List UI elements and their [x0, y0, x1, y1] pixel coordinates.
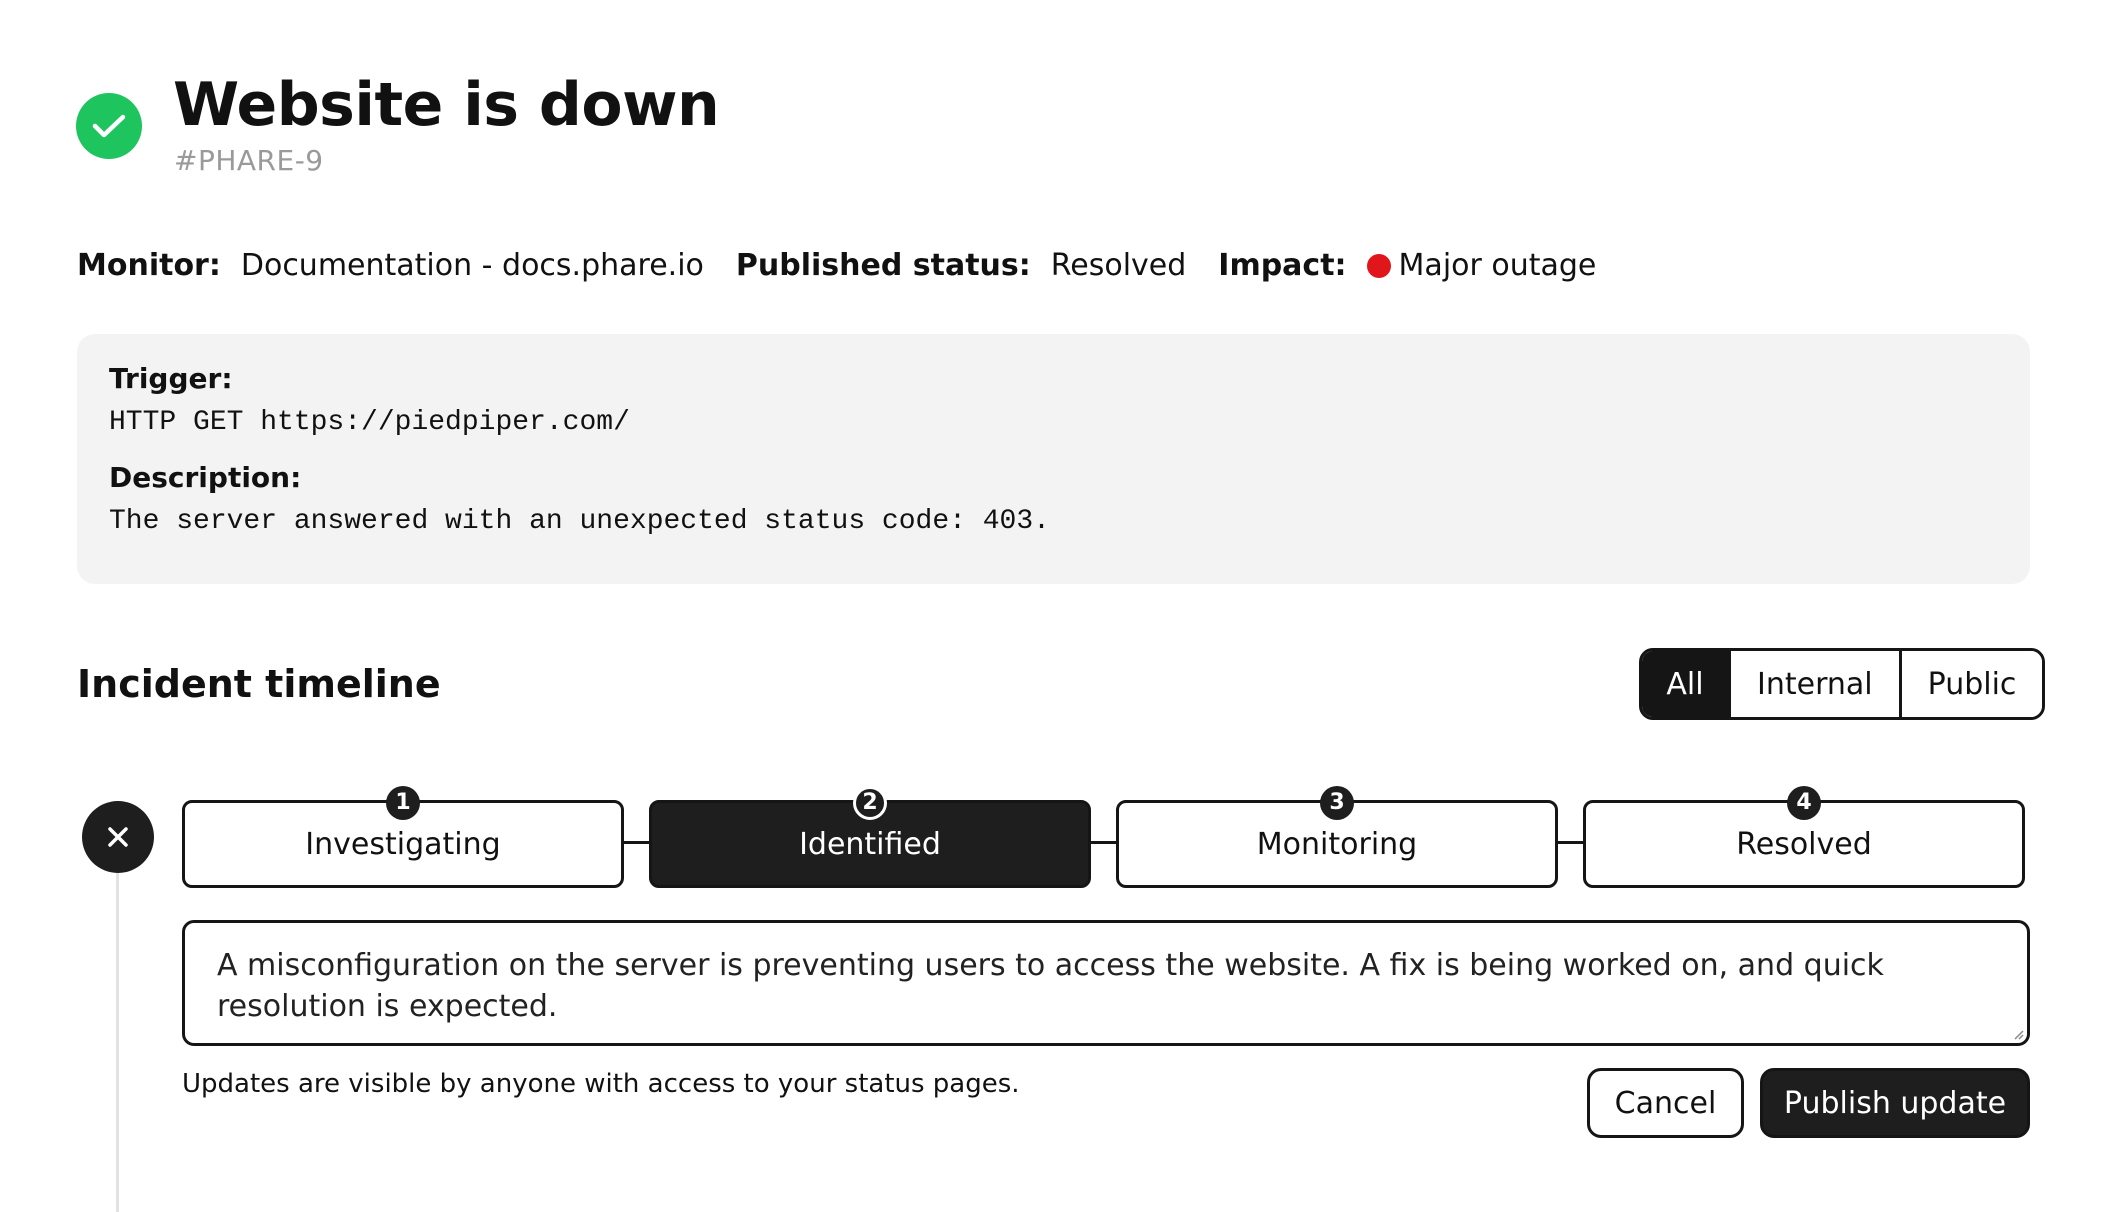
step-label: Investigating: [305, 826, 501, 862]
step-number-badge: 4: [1787, 786, 1821, 820]
filter-internal[interactable]: Internal: [1728, 651, 1899, 717]
step-connector: [624, 841, 650, 844]
step-label: Identified: [799, 826, 941, 862]
incident-id: #PHARE-9: [174, 144, 324, 177]
impact-label: Impact:: [1218, 248, 1347, 283]
step-investigating[interactable]: [182, 790, 624, 888]
resize-grip-icon[interactable]: [2012, 1028, 2024, 1040]
check-circle-icon: [76, 93, 142, 159]
update-message-input[interactable]: [182, 920, 2030, 1046]
step-monitoring[interactable]: [1116, 790, 1558, 888]
step-connector: [1091, 841, 1117, 844]
step-resolved[interactable]: [1583, 790, 2025, 888]
monitor-label: Monitor:: [77, 248, 221, 283]
publish-update-button[interactable]: Publish update: [1760, 1068, 2030, 1138]
checkmark-icon: [91, 112, 127, 140]
incident-details-box: [77, 334, 2030, 584]
trigger-value: HTTP GET https://piedpiper.com/: [109, 407, 630, 438]
published-status-label: Published status:: [735, 248, 1031, 283]
description-label: Description:: [109, 461, 302, 494]
timeline-title: Incident timeline: [77, 662, 441, 706]
step-number-badge: 1: [386, 786, 420, 820]
timeline-filter: [1639, 648, 2045, 720]
incident-meta: [77, 244, 1628, 288]
filter-all[interactable]: All: [1642, 651, 1728, 717]
page-title: Website is down: [173, 70, 720, 140]
visibility-note: Updates are visible by anyone with access to your status pages.: [182, 1069, 1020, 1099]
step-identified[interactable]: [649, 790, 1091, 888]
timeline-rail: [116, 870, 119, 1212]
impact-value: Major outage: [1398, 248, 1597, 283]
monitor-value: Documentation - docs.phare.io: [240, 248, 704, 283]
step-number-badge: 3: [1320, 786, 1354, 820]
filter-public[interactable]: Public: [1899, 651, 2043, 717]
impact-dot-icon: [1367, 254, 1391, 278]
step-label: Resolved: [1736, 826, 1872, 862]
step-number-badge: 2: [853, 786, 887, 820]
description-value: The server answered with an unexpected status code: 403.: [109, 506, 1050, 537]
step-label: Monitoring: [1256, 826, 1418, 862]
cancel-button[interactable]: Cancel: [1587, 1068, 1744, 1138]
close-icon[interactable]: [82, 801, 154, 873]
x-mark-icon: [106, 825, 130, 849]
update-message-text: A misconfiguration on the server is preventing users to access the website. A fix is being worked on, and quick resolution is expected.: [217, 948, 1884, 1024]
published-status-value: Resolved: [1050, 248, 1187, 283]
step-connector: [1558, 841, 1584, 844]
trigger-label: Trigger:: [109, 362, 233, 395]
